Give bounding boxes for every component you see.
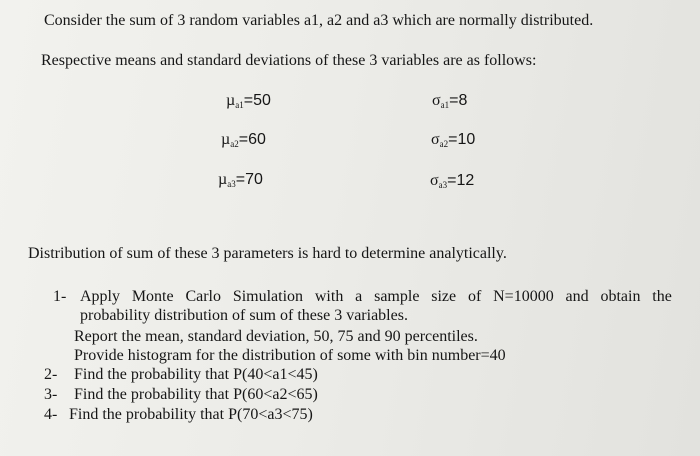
sd-a3 [430,172,474,190]
task-number: 4- [44,406,58,423]
subscript-a3: a3 [227,179,236,189]
statement: Distribution of sum of these 3 parameters is hard to determine analytically. [28,245,507,262]
word: and [565,288,589,305]
sd-a1-value: =8 [449,92,468,109]
subscript-a3: a3 [438,180,448,190]
sigma-symbol: σ [432,92,441,109]
task-number: 2- [44,366,58,383]
mean-a3 [218,171,263,189]
word: obtain [600,288,641,305]
mu-symbol: µ [221,131,231,148]
sigma-symbol: σ [430,172,439,189]
task-text: Find the probability that P(70<a3<75) [69,406,313,423]
subscript-a1: a1 [235,100,244,110]
mu-symbol: µ [226,92,236,109]
word: with [314,288,344,305]
mean-a1 [226,92,271,110]
word: the [652,288,672,305]
word: Monte [131,288,174,305]
task-text: Find the probability that P(40<a1<45) [74,366,318,383]
sd-a2 [431,131,475,149]
word: Apply [80,288,120,305]
sd-a1 [432,92,467,110]
task-number: 1- [53,288,67,305]
word: Carlo [185,288,221,305]
word: Simulation [232,288,304,305]
mean-a2-value: =60 [238,131,266,148]
mu-symbol: µ [218,171,228,188]
word: size [431,288,457,305]
word: N=10000 [493,288,554,305]
subscript-a2: a2 [439,139,449,149]
task-1-line-4: Provide histogram for the distribution of some with bin number=40 [74,347,506,364]
sd-a3-value: =12 [447,172,475,189]
task-1-line-1 [80,288,672,306]
word: sample [374,288,420,305]
intro-line-2: Respective means and standard deviations of these 3 variables are as follows: [41,52,537,69]
task-1-line-3: Report the mean, standard deviation, 50, 75 and 90 percentiles. [74,328,478,345]
sd-a2-value: =10 [448,131,476,148]
task-number: 3- [44,386,58,403]
mean-a2 [221,131,266,149]
task-1-line-2: probability distribution of sum of these 3 variables. [80,307,408,324]
word: a [355,288,363,305]
subscript-a2: a2 [230,139,239,149]
task-text: Find the probability that P(60<a2<65) [74,386,318,403]
subscript-a1: a1 [440,100,450,110]
mean-a3-value: =70 [235,171,263,188]
intro-line-1: Consider the sum of 3 random variables a1, a2 and a3 which are normally distributed. [44,12,594,29]
mean-a1-value: =50 [243,92,271,109]
sigma-symbol: σ [431,131,440,148]
word: of [467,288,482,305]
